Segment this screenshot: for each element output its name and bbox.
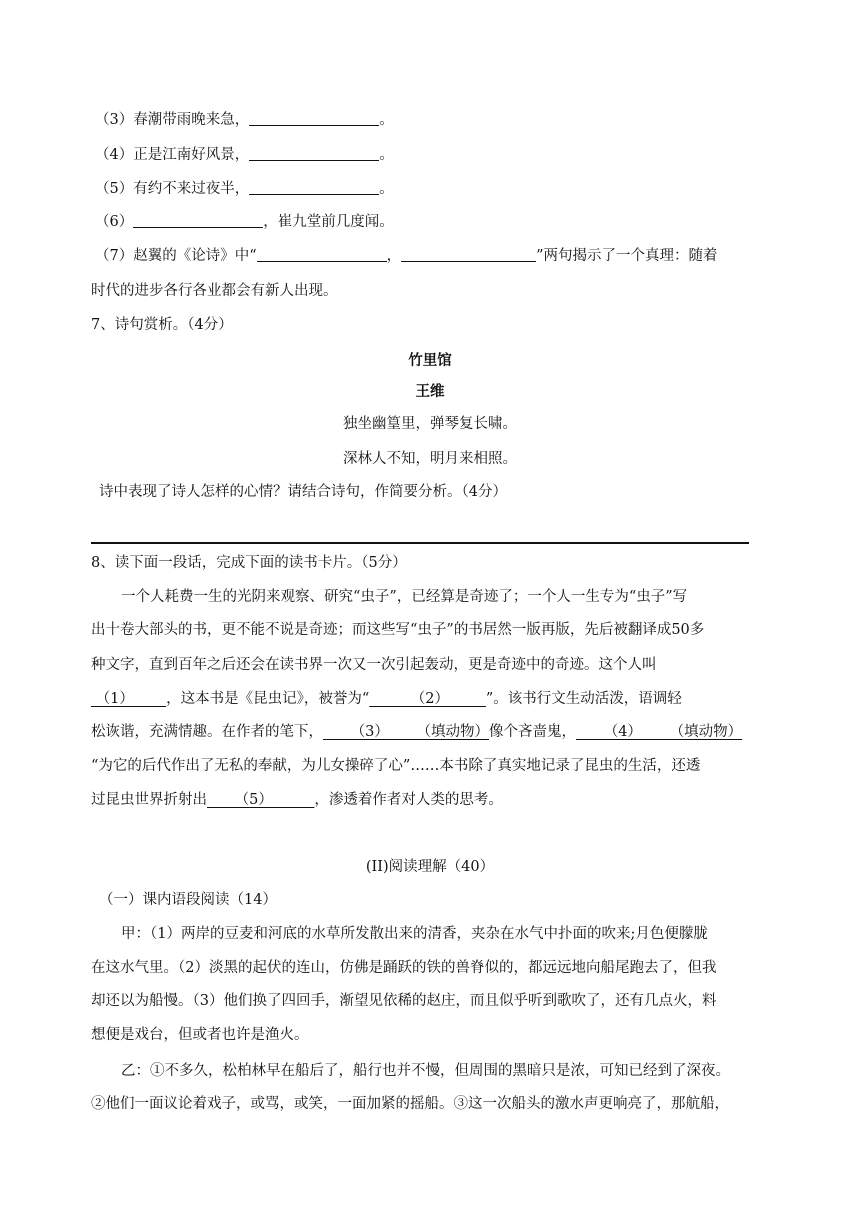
poem-line-2: 深林人不知，明月来相照。 — [343, 451, 517, 467]
card-text: 松诙谐，充满情趣。在作者的笔下， — [91, 724, 323, 740]
blank-5[interactable]: （5） — [207, 792, 315, 808]
card-text: ，渗透着作者对人类的思考。 — [314, 792, 503, 808]
card-text: ”。该书行文生动活泼，语调轻 — [485, 691, 682, 707]
fill-item-5-end: 。 — [379, 181, 394, 197]
blank-1[interactable]: （1） — [91, 691, 167, 707]
card-paragraph-line — [91, 790, 503, 810]
fill-item-5-prompt: （5）有约不来过夜半， — [95, 181, 250, 197]
fill-item-4-end: 。 — [379, 147, 394, 163]
passage-jia-line: 想便是戏台，但或者也许是渔火。 — [91, 1027, 309, 1043]
passage-jia-line: 甲：（1）两岸的豆麦和河底的水草所发散出来的清香，夹杂在水气中扑面的吹来;月色便朦胧 — [121, 926, 708, 942]
answer-blank[interactable] — [249, 111, 379, 126]
fill-item-4-prompt: （4）正是江南好风景， — [95, 147, 250, 163]
passage-yi-line: 乙：①不多久，松柏林早在船后了，船行也并不慢，但周围的黑暗只是浓，可知已经到了深夜。 — [121, 1063, 730, 1079]
passage-yi-line: ②他们一面议论着戏子，或骂，或笑，一面加紧的摇船。③这一次船头的激水声更响亮了，那航船， — [91, 1096, 729, 1112]
card-paragraph-line — [91, 722, 742, 742]
card-text: 过昆虫世界折射出 — [91, 792, 207, 808]
fill-item-4 — [95, 145, 394, 165]
question-8-header: 8、读下面一段话，完成下面的读书卡片。（5分） — [91, 555, 407, 571]
fill-item-7-comma: ， — [386, 248, 402, 264]
poem-author: 王维 — [415, 383, 445, 400]
question-7-header: 7、诗句赏析。（4分） — [91, 317, 233, 333]
answer-blank[interactable] — [401, 247, 536, 262]
answer-blank[interactable] — [249, 180, 379, 195]
fill-item-6 — [95, 212, 394, 232]
card-paragraph-line: 出十卷大部头的书，更不能不说是奇迹；而这些写“虫子”的书居然一版再版，先后被翻译成50多 — [91, 622, 705, 638]
passage-jia-line: 却还以为船慢。（3）他们换了四回手，渐望见依稀的赵庄，而且似乎听到歌吹了，还有几点火，料 — [91, 993, 717, 1009]
blank-4[interactable]: （4） （填动物） — [576, 724, 743, 740]
answer-blank[interactable] — [133, 213, 263, 228]
fill-item-7-prompt: （7）赵翼的《论诗》中“ — [95, 248, 257, 264]
fill-item-7-continued: 时代的进步各行各业都会有新人出现。 — [91, 283, 338, 299]
fill-item-6-end: ，崔九堂前几度闻。 — [263, 214, 394, 230]
passage-jia-line: 在这水气里。（2）淡黑的起伏的连山，仿佛是踊跃的铁的兽脊似的，都远远地向船尾跑去了，但我 — [91, 960, 717, 976]
fill-item-7-end: ”两句揭示了一个真理：随着 — [536, 248, 718, 264]
answer-line[interactable] — [91, 542, 749, 544]
card-paragraph-line: 一个人耗费一生的光阴来观察、研究“虫子”，已经算是奇迹了；一个人一生专为“虫子”写 — [121, 589, 688, 605]
fill-item-3-prompt: （3）春潮带雨晚来急， — [95, 112, 250, 128]
subsection-heading: （一）课内语段阅读（14） — [99, 892, 277, 908]
fill-item-3 — [95, 110, 394, 130]
poem-title: 竹里馆 — [408, 352, 452, 369]
section-heading: (II)阅读理解（40） — [365, 859, 495, 875]
fill-item-7 — [95, 246, 718, 266]
answer-blank[interactable] — [257, 247, 387, 262]
poem-question: 诗中表现了诗人怎样的心情？请结合诗句，作简要分析。（4分） — [99, 484, 507, 500]
blank-2[interactable]: （2） — [369, 691, 486, 707]
answer-blank[interactable] — [249, 146, 379, 161]
fill-item-6-prompt: （6） — [95, 214, 134, 230]
fill-item-3-end: 。 — [379, 112, 394, 128]
card-text: 像个吝啬鬼， — [489, 724, 577, 740]
poem-line-1: 独坐幽篁里，弹琴复长啸。 — [343, 416, 517, 432]
blank-3[interactable]: （3） （填动物） — [323, 724, 490, 740]
card-text: ，这本书是《昆虫记》，被誉为“ — [166, 691, 370, 707]
card-paragraph-line: 种文字，直到百年之后还会在读书界一次又一次引起轰动，更是奇迹中的奇迹。这个人叫 — [91, 657, 657, 673]
fill-item-5 — [95, 179, 394, 199]
card-paragraph-line: “为它的后代作出了无私的奉献，为儿女操碎了心”……本书除了真实地记录了昆虫的生活，还透 — [91, 758, 701, 774]
card-paragraph-line — [91, 689, 682, 709]
